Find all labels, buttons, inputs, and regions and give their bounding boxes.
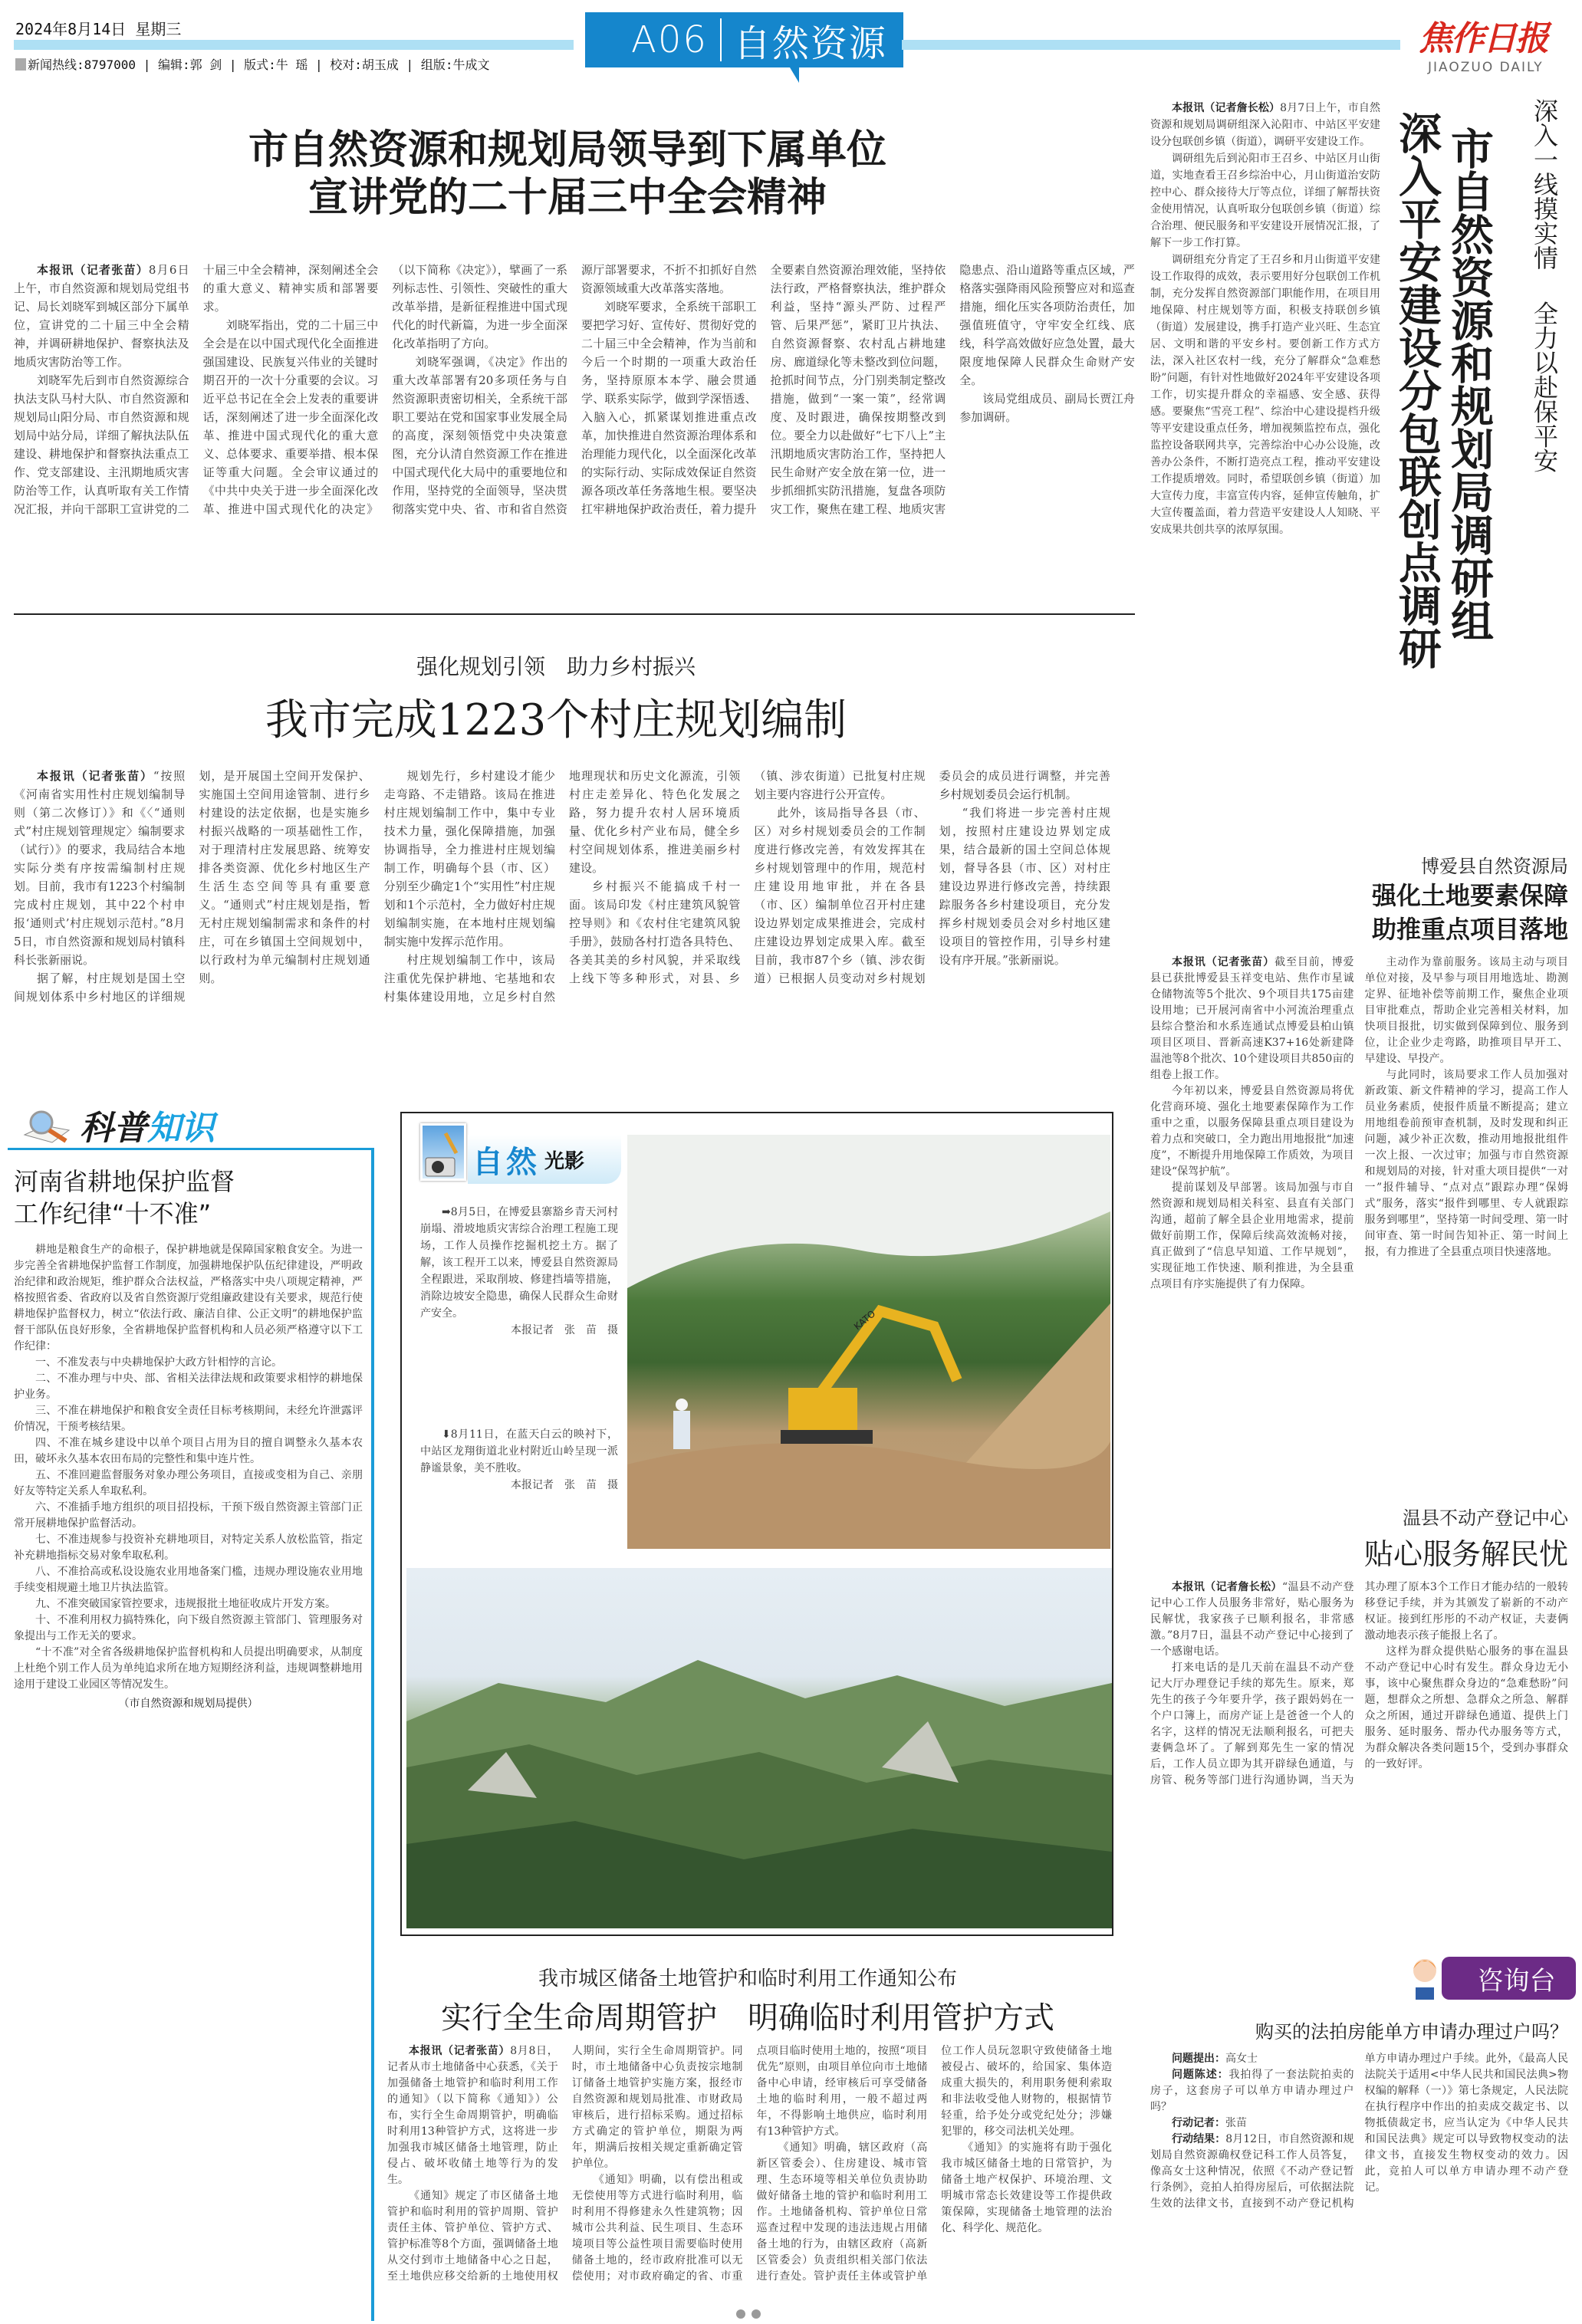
paragraph: 六、不准插手地方组织的项目招投标，干预下级自然资源主管部门正常开展耕地保护监督活动。: [14, 1501, 363, 1530]
arrow-down-icon: ⬇: [442, 1428, 451, 1441]
paragraph: 刘晓军先后到市自然资源综合执法支队马村大队、市自然资源和规划局山阳分局、市自然资源和规划局中站分局，详细了解执法队伍建设、耕地保护和督察执法重点工作、党支部建设、主汛期地质灾害防治等工作，认真听取有关工作情况汇报，并向干部职工宣讲党的二十届三中全会精神，深刻阐述全会的重大意义、精神实质和部署要求。: [14, 263, 379, 516]
paragraph: 五、不准回避监督服务对象办理公务项目，直接或变相为自己、亲朋好友等特定关系人牟取私利。: [14, 1469, 363, 1497]
kepu-title-line1: 河南省耕地保护监督: [14, 1167, 235, 1196]
arrow-right-icon: ➡: [442, 1206, 451, 1218]
paragraph: 四、不准在城乡建设中以单个项目占用为目的擅自调整永久基本农田，破坏永久基本农田布局的完整性和集中连片性。: [14, 1437, 363, 1465]
article6-title: 实行全生命周期管护 明确临时利用管护方式: [441, 2000, 1054, 2036]
divider: [14, 613, 1135, 615]
consult-value: 8月12日，市自然资源和规划局自然资源确权登记科工作人员答复，像高女士这种情况，依照《不动产登记暂行条例》，竞拍人拍得房屋后，可依据法院生效的法律文书，直接到不动产登记机构单方申请办理过户手续。此外，《最高人民法院关于适用<中华人民共和国民法典>物权编的解释（一）》第七条规定，人民法院在执行程序中作出的拍卖成交裁定书、以物抵债裁定书，应当认定为《中华人民共和国民法典》规定可以导致物权变动的法律文书，直接发生物权变动的效力。因此，竞拍人可以单方申请办理不动产登记。: [1150, 2053, 1568, 2210]
paragraph: 耕地是粮食生产的命根子，保护耕地就是保障国家粮食安全。为进一步完善全省耕地保护监督工作制度，加强耕地保护队伍纪律建设，严明政治纪律和政治规矩，维护群众合法权益，严格落实中央八项规定精神，严格按照省委、省政府以及省自然资源厅党组廉政建设有关要求，规范行使耕地保护监督权力，树立“依法行政、廉洁自律、公正文明”的耕地保护监督干部队伍良好形象，全省耕地保护监督机构和人员必须严格遵守以下工作纪律：: [14, 1244, 363, 1353]
paragraph: 乡村振兴不能搞成千村一面。该局印发《村庄建筑风貌管控导则》和《农村住宅建筑风貌手册》，鼓励各村打造各具特色、各美其美的乡村风貌，并采取线上线下等多种形式，对县、乡（镇、涉农街道）已批复村庄规划主要内容进行公开宣传。: [568, 769, 926, 985]
paragraph: 8月8日，记者从市土地储备中心获悉，《关于加强储备土地管护和临时利用工作的通知》（以下简称《通知》）公布，实行全生命周期管护，明确临时利用13种管护方式，这将进一步加强我市城区储备土地管理，防止侵占、破坏收储土地等行为的发生。: [387, 2045, 558, 2186]
paragraph: 七、不准违规参与投资补充耕地项目，对特定关系人放松监管，指定补充耕地指标交易对象牟取私利。: [14, 1533, 363, 1562]
continue-dots-icon: [736, 2309, 761, 2319]
newspaper-logo: 焦作日报: [1419, 19, 1547, 58]
article6-body: [387, 2043, 1112, 2285]
consult-badge: 咨询台: [1442, 1957, 1576, 2000]
paragraph: 村庄规划编制工作中，该局注重优先保护耕地、宅基地和农村集体建设用地，立足乡村自然地理现状和历史文化源流，引领村庄走差异化、特色化发展之路，努力提升农村人居环境质量、优化乡村产业布局，健全乡村空间规划体系，推进美丽乡村建设。: [383, 769, 741, 1004]
paragraph: 《通知》明确，以有偿出租或无偿使用等方式进行临时利用，临时利用不得修建永久性建筑物；因城市公共利益、民生项目、生态环境项目等公益性项目需要临时使用储备土地的，经市政府批准可以无偿使用；对市政府确定的省、市重点项目临时使用土地的，按照“项目优先”原则，由项目单位向市土地储备中心申请，经审核后可享受储备土地的临时利用，一般不超过两年，不得影响土地供应，临时利用有13种管护方式。: [571, 2045, 928, 2283]
paragraph: 8月7日上午，市自然资源和规划局调研组深入沁阳市、中站区平安建设分包联创乡镇（街道），调研平安建设工作。: [1150, 102, 1380, 148]
magnifier-book-icon: [21, 1104, 77, 1150]
article5-body: [1150, 1579, 1568, 1789]
square-bullet-icon: [15, 58, 26, 71]
callout-tail: [790, 67, 799, 83]
paragraph: “温县不动产登记中心工作人员服务非常好，贴心服务为民解忧，我家孩子已顺利报名，非常感激。”8月7日，温县不动产登记中心接到了一个感谢电话。: [1150, 1581, 1354, 1658]
kepu-banner-black: 科普: [80, 1109, 147, 1148]
paragraph: 刘晓军强调，《决定》作出的重大改革部署有20多项任务与自然资源职责密切相关，全系统干部职工要站在党和国家事业发展全局的高度，深刻领悟党中央决策意图，充分认清自然资源工作在推进中国式现代化大局中的重要地位和作用，坚持党的全面领导，坚决贯彻落实党中央、省、市和省自然资源厅部署要求，不折不扣抓好自然资源领域重大改革落实落地。: [392, 263, 757, 516]
article1-headline: [0, 127, 1135, 222]
article2-kicker: 深入一线摸实情 全力以赴保平安: [1530, 98, 1559, 473]
article3-subtitle: 强化规划引领 助力乡村振兴: [416, 654, 696, 679]
consult-value: 高女士: [1225, 2053, 1258, 2065]
article2-byline: 本报讯（记者詹长松）: [1172, 102, 1281, 114]
article6-subtitle: 我市城区储备土地管护和临时利用工作通知公布: [538, 1967, 957, 1990]
paragraph: 主动作为靠前服务。该局主动与项目单位对接，及早参与项目用地选址、勘测定界、征地补偿等前期工作，聚焦企业项目审批难点，帮助企业完善相关材料，加快项目报批，切实做到保障到位、服务到位，让企业少走弯路，助推项目早开工、早建设、早投产。: [1364, 956, 1568, 1065]
article1-byline: 本报讯（记者张苗）: [37, 263, 149, 277]
paragraph: 8月6日上午，市自然资源和规划局党组书记、局长刘晓军到城区部分下属单位，宣讲党的二十届三中全会精神，并调研耕地保护、督察执法及地质灾害防治等工作。: [14, 263, 189, 369]
photo-banner-black: 光影: [544, 1149, 585, 1173]
paragraph: 《通知》明确，辖区政府（高新区管委会）、住房建设、城市管理、生态环境等相关单位负责协助做好储备土地的管护和临时利用工作。土地储备机构、管护单位日常巡查过程中发现的违法违规占用储备土地的行为，由辖区政府（高新区管委会）负责组织相关部门依法进行查处。管护责任主体或管护单位工作人员玩忽职守致使储备土地被侵占、破坏的，给国家、集体造成重大损失的，利用职务便利索取和非法收受他人财物的，根据情节轻重，给予处分或党纪处分；涉嫌犯罪的，移交司法机关处理。: [756, 2045, 1112, 2283]
consult-label: 问题提出：: [1172, 2053, 1225, 2065]
article4-body: [1150, 955, 1568, 1293]
kepu-banner-blue: 知识: [147, 1109, 215, 1148]
photo-banner: [468, 1135, 621, 1184]
article3-body: [14, 767, 1110, 1006]
paragraph: 据了解，村庄规划是国土空间规划体系中乡村地区的详细规划，是开展国土空间开发保护、实施国土空间用途管制、进行乡村建设的法定依据，也是实施乡村振兴战略的一项基础性工作，对于理清村庄发展思路、统筹安排各类资源、优化乡村地区生产生活生态空间等具有重要意义。“通则式”村庄规划是指，暂无村庄规划编制需求和条件的村庄，可在乡镇国土空间规划中，以行政村为单元编制村庄规划通则。: [14, 769, 370, 1004]
section-name: 自然资源: [733, 21, 887, 65]
issue-date: 2024年8月14日 星期三: [15, 20, 182, 38]
divider: [720, 18, 722, 61]
mountain-photo: [406, 1568, 1112, 1928]
kepu-title-line2: 工作纪律“十不准”: [14, 1199, 212, 1228]
paragraph: 刘晓军指出，党的二十届三中全会是在以中国式现代化全面推进强国建设、民族复兴伟业的关键时期召开的一次十分重要的会议。习近平总书记在全会上发表的重要讲话，深刻阐述了进一步全面深化改革、推进中国式现代化的重大意义、总体要求、重要举措、根本保证等重大问题。全会审议通过的《中共中央关于进一步全面深化改革、推进中国式现代化的决定》（以下简称《决定》），擘画了一系列标志性、引领性、突破性的重大改革举措，是新征程推进中国式现代化的时代新篇，为进一步全面深化改革指明了方向。: [202, 263, 567, 516]
photo-banner-blue: 自然: [472, 1143, 540, 1180]
article2-title-line2: 深入平安建设分包联创点调研: [1392, 111, 1442, 669]
paragraph: 规划先行，乡村建设才能少走弯路、不走错路。该局在推进村庄规划编制工作中，集中专业技术力量，强化保障措施，加强协调指导，全力推进村庄规划编制工作，明确每个县（市、区）分别至少确定1个“实用性”村庄规划和1个示范村，全力做好村庄规划编制实施，在本地村庄规划编制实施中发挥示范作用。: [383, 769, 555, 948]
photo-caption2: [420, 1426, 618, 1494]
article1-title-line2: 宣讲党的二十届三中全会精神: [308, 174, 827, 222]
paragraph: 九、不准突破国家管控要求，违规报批土地征收成片开发方案。: [35, 1598, 336, 1610]
article6-byline: 本报讯（记者张苗）: [409, 2045, 511, 2057]
header-band-left: [14, 40, 574, 50]
paragraph: 《通知》的实施将有助于强化我市城区储备土地的日常管护，为储备土地产权保护、环境治理、文明城市常态长效建设等工作提供政策保障，实现储备土地管理的法治化、科学化、规范化。: [941, 2142, 1112, 2234]
kepu-source: （市自然资源和规划局提供）: [118, 1698, 258, 1710]
credits-text: 新闻热线:8797000 | 编辑:郭 剑 | 版式:牛 瑶 | 校对:胡玉成 | 组版:牛成文: [28, 58, 490, 72]
article5-title: 贴心服务解民忧: [1363, 1537, 1568, 1571]
photo-credit1: 本报记者 张 苗 摄: [511, 1324, 618, 1336]
paragraph: 一、不准发表与中央耕地保护大政方针相悖的言论。: [35, 1356, 282, 1369]
article4-title-line1: 强化土地要素保障: [1371, 881, 1568, 910]
kepu-banner: [80, 1100, 215, 1149]
paragraph: 调研组先后到沁阳市王召乡、中站区月山街道，实地查看王召乡综治中心，月山街道治安防控中心、群众接待大厅等点位，详细了解帮扶资金使用情况，认真听取分包联创乡镇（街道）综合治理、便民服务和平安建设开展情况汇报，了解下一步工作打算。: [1150, 153, 1380, 249]
paragraph: 三、不准在耕地保护和粮食安全责任目标考核期间，未经允许泄露评价情况，干预考核结果。: [14, 1405, 363, 1433]
paragraph: 此外，该局指导各县（市、区）对乡村规划委员会的工作制度进行修改完善，有效发挥其在乡村规划管理中的作用，规范村庄建设用地审批，并在各县（市、区）编制单位召开村庄建设边界划定成果推进会，完成村庄建设边界划定成果入库。截至目前，我市87个乡（镇、涉农街道）已根据人员变动对乡村规划委员会的成员进行调整，并完善乡村规划委员会运行机制。: [754, 769, 1110, 985]
article3-byline: 本报讯（记者张苗）: [37, 769, 153, 783]
article5-byline: 本报讯（记者詹长松）: [1172, 1581, 1282, 1593]
consult-label: 行动结果：: [1172, 2133, 1226, 2145]
paragraph: 打来电话的是几天前在温县不动产登记大厅办理登记手续的郑先生。原来，郑先生的孩子今年要升学，孩子跟妈妈在一个户口簿上，而房产证上是爸爸一个人的名字，这样的情况无法顺利报名，可把夫妻俩急坏了。了解到郑先生一家的情况后，工作人员立即为其开辟绿色通道，与房管、税务等部门进行沟通协调，当天为其办理了原本3个工作日才能办结的一般转移登记手续，并为其颁发了崭新的不动产权证。接到红彤彤的不动产权证，夫妻俩激动地表示孩子能报上名了。: [1150, 1581, 1568, 1787]
consult-title: 购买的法拍房能单方申请办理过户吗？: [1255, 2021, 1568, 2043]
paragraph: 截至目前，博爱县已获批博爱县玉祥变电站、焦作市星诚仓储物流等5个批次、9个项目共175亩建设用地；已开展河南省中小河流治理重点县综合整治和水系连通试点博爱县柏山镇项目区项目、晋新高速K37+16处新建降温池等8个批次、10个建设项目共850亩的组卷上报工作。: [1150, 956, 1354, 1081]
paragraph: 提前谋划及早部署。该局加强与市自然资源和规划局相关科室、县直有关部门沟通，超前了解全县企业用地需求，提前做好前期工作，保障后续高效流畅对接，真正做到了“信息早知道、工作早规划”，实现征地工作快速、顺利推进，为全县重点项目有序实施提供了有力保障。: [1150, 1182, 1354, 1290]
paragraph: “按照《河南省实用性村庄规划编制导则（第二次修订）》和《〈“通则式”村庄规划管理规定〉编制要求（试行）》的要求，我局结合本地实际分类有序按需编制村庄规划。目前，我市有1223个村编制完成村庄规划，其中22个村申报‘通则式’村庄规划示范村。”8月5日，市自然资源和规划局村镇科科长张新丽说。: [14, 769, 186, 967]
excavator-brand: KATO: [851, 1308, 878, 1333]
paragraph: 刘晓军要求，全系统干部职工要把学习好、宣传好、贯彻好党的二十届三中全会精神，作为当前和今后一个时期的一项重大政治任务，坚持原原本本学、融会贯通学、联系实际学，做到学深悟透、入脑入心，抓紧谋划推进重点改革，加快推进自然资源治理体系和治理能力现代化，以全面深化改革的实际行动、实际成效保证自然资源各项改革任务落地生根。要坚决扛牢耕地保护政治责任，着力提升全要素自然资源治理效能，坚持依法行政，严格督察执法，维护群众利益，坚持“源头严防、过程严管、后果严惩”，紧盯卫片执法、自然资源督察、农村乱占耕地建房、廊道绿化等未整改到位问题，抢抓时间节点，分门别类制定整改措施，做到“一案一策”，经常调度、及时跟进，确保按期整改到位。要全力以赴做好“七下八上”主汛期地质灾害防治工作，坚持把人民生命财产安全放在第一位，进一步抓细抓实防汛措施，复盘各项防灾工作，聚焦在建工程、地质灾害隐患点、沿山道路等重点区域，严格落实强降雨风险预警应对和巡查措施，细化压实各项防治责任，加强值班值守，守牢安全红线、底线，科学高效做好应急处置，最大限度地保障人民群众生命财产安全。: [581, 263, 1135, 516]
kepu-body: [14, 1242, 363, 1712]
article5-kicker: 温县不动产登记中心: [1403, 1507, 1568, 1529]
article1-body: [14, 261, 1135, 518]
header-band-right: [902, 40, 1400, 50]
camera-icon: [420, 1123, 466, 1181]
paragraph: 与此同时，该局要求工作人员加强对新政策、新文件精神的学习，提高工作人员业务素质，使报件质量不断提高；建立用地组卷前预审查机制，及时发现和纠正问题，减少补正次数，推动用地报批组件一次上报、一次过审；加强与市自然资源和规划局的对接，针对重大项目提供“一对一”报件辅导、“点对点”跟踪办理“保姆式”服务，落实“报件到哪里、专人就跟踪服务到哪里”，坚持第一时间受理、第一时间审查、第一时间告知补正、第一时间上报，有力推进了全县重点项目快速落地。: [1364, 1069, 1568, 1258]
paragraph: “十不准”对全省各级耕地保护监督机构和人员提出明确要求，从制度上杜绝个别工作人员为单纯追求所在地方短期经济利益，违规调整耕地用途用于建设工业园区等情况发生。: [14, 1646, 363, 1691]
paragraph: 十、不准利用权力搞特殊化，向下级自然资源主管部门、管理服务对象提出与工作无关的要求。: [14, 1614, 363, 1642]
paragraph: 《通知》规定了市区储备土地管护和临时利用的管护周期、管护责任主体、管护单位、管护方式、管护标准等8个方面，强调储备土地从交付到市土地储备中心之日起，至土地供应移交给新的土地使用权人期间，实行全生命周期管护。同时，市土地储备中心负责按宗地制订储备土地管护实施方案，报经市自然资源和规划局批准、市财政局审核后，进行招标采购。通过招标方式确定的管护单位，期限为两年，期满后按相关规定重新确定管护单位。: [387, 2045, 743, 2283]
consult-label: 行动记者：: [1172, 2117, 1225, 2129]
consult-label: 问题陈述：: [1172, 2069, 1229, 2081]
paragraph: 这样为群众提供贴心服务的事在温县不动产登记中心时有发生。群众身边无小事，该中心聚焦群众身边的“急难愁盼”问题，想群众之所想、急群众之所急、解群众之所困，通过开辟绿色通道、提供上门服务、延时服务、帮办代办服务等方式，为群众解决各类问题15个，受到办事群众的一致好评。: [1364, 1645, 1568, 1770]
paragraph: 八、不准拾高或私设设施农业用地备案门槛，违规办理设施农业用地手续变相规避土地卫片执法监管。: [14, 1566, 363, 1594]
excavator-photo: [627, 1135, 1110, 1549]
photo-caption1: [420, 1204, 618, 1339]
article3-title: 我市完成1223个村庄规划编制: [265, 695, 847, 745]
article4-kicker: 博爱县自然资源局: [1421, 856, 1568, 877]
newspaper-logo-en: JIAOZUO DAILY: [1428, 60, 1544, 75]
consult-value: 张苗: [1225, 2117, 1247, 2129]
paragraph: 今年初以来，博爱县自然资源局将优化营商环境、强化土地要素保障作为工作重中之重，以服务保障县重点项目建设为着力点和突破口，全力跑出用地报批“加速度”，不断提升用地保障工作质效，为项目建设“保驾护航”。: [1150, 1085, 1354, 1178]
photo-credit2: 本报记者 张 苗 摄: [511, 1479, 618, 1491]
article4-byline: 本报讯（记者张苗）: [1172, 956, 1275, 968]
article2-body: [1150, 100, 1380, 538]
kepu-title: [14, 1165, 367, 1230]
page-section-box: [585, 12, 903, 67]
consult-body: [1150, 2051, 1568, 2212]
page-number: A06: [631, 18, 708, 61]
article1-title-line1: 市自然资源和规划局领导到下属单位: [248, 127, 886, 173]
paragraph: 该局党组成员、副局长贾江舟参加调研。: [959, 392, 1135, 424]
paragraph: “我们将进一步完善村庄规划，按照村庄建设边界划定成果，结合最新的国土空间总体规划，督导各县（市、区）对村庄建设边界进行修改完善，持续跟踪服务各乡村建设项目，充分发挥乡村规划委员会对乡村地区建设项目的管控作用，引导乡村建设有序开展。”张新丽说。: [939, 806, 1110, 967]
article2-title-line1: 市自然资源和规划局调研组: [1444, 127, 1495, 642]
article4-title-line2: 助推重点项目落地: [1371, 915, 1568, 944]
paragraph: 二、不准办理与中央、部、省相关法律法规和政策要求相悖的耕地保护业务。: [14, 1372, 363, 1401]
article4-headline: [1150, 879, 1568, 946]
paragraph: 调研组充分肯定了王召乡和月山街道平安建设工作取得的成效，表示要用好分包联创工作机制，充分发挥自然资源部门职能作用，在项目用地保障、村庄规划等方面，积极支持联创乡镇（街道）发展建设，携手打造产业兴旺、生态宜居、文明和谐的平安乡村。要创新工作方式方法，深入社区农村一线，充分了解群众“急难愁盼”问题，有针对性地做好2024年平安建设各项工作，切实提升群众的幸福感、安全感、获得感。要聚焦“雪亮工程”、综治中心建设提档升级等平安建设重点任务，增加视频监控布点，强化监控设备联网共享，完善综治中心办公设施，改善办公条件，不断打造亮点工程，推动平安建设工作提质增效。同时，希望联创乡镇（街道）加大宣传力度，丰富宣传内容，延伸宣传触角，扩大宣传覆盖面，着力营造平安建设人人知晓、平安成果共创共享的浓厚氛围。: [1150, 254, 1380, 536]
caption-text: 8月11日，在蓝天白云的映衬下，中站区龙翔街道北业村附近山岭呈现一派静谧景象，美不胜收。: [420, 1428, 618, 1474]
consult-value: 我拍得了一套法院拍卖的房子，这套房子可以单方申请办理过户吗？: [1150, 2069, 1354, 2113]
agent-avatar-icon: [1409, 1954, 1440, 2000]
editorial-credits: [15, 55, 575, 73]
caption-text: 8月5日，在博爱县寨豁乡青天河村崩塌、滑坡地质灾害综合治理工程施工现场，工作人员操作挖掘机挖土方。据了解，该工程开工以来，博爱县自然资源局全程跟进，采取削坡、修建挡墙等措施，消除边坡安全隐患，确保人民群众生命财产安全。: [420, 1206, 618, 1320]
